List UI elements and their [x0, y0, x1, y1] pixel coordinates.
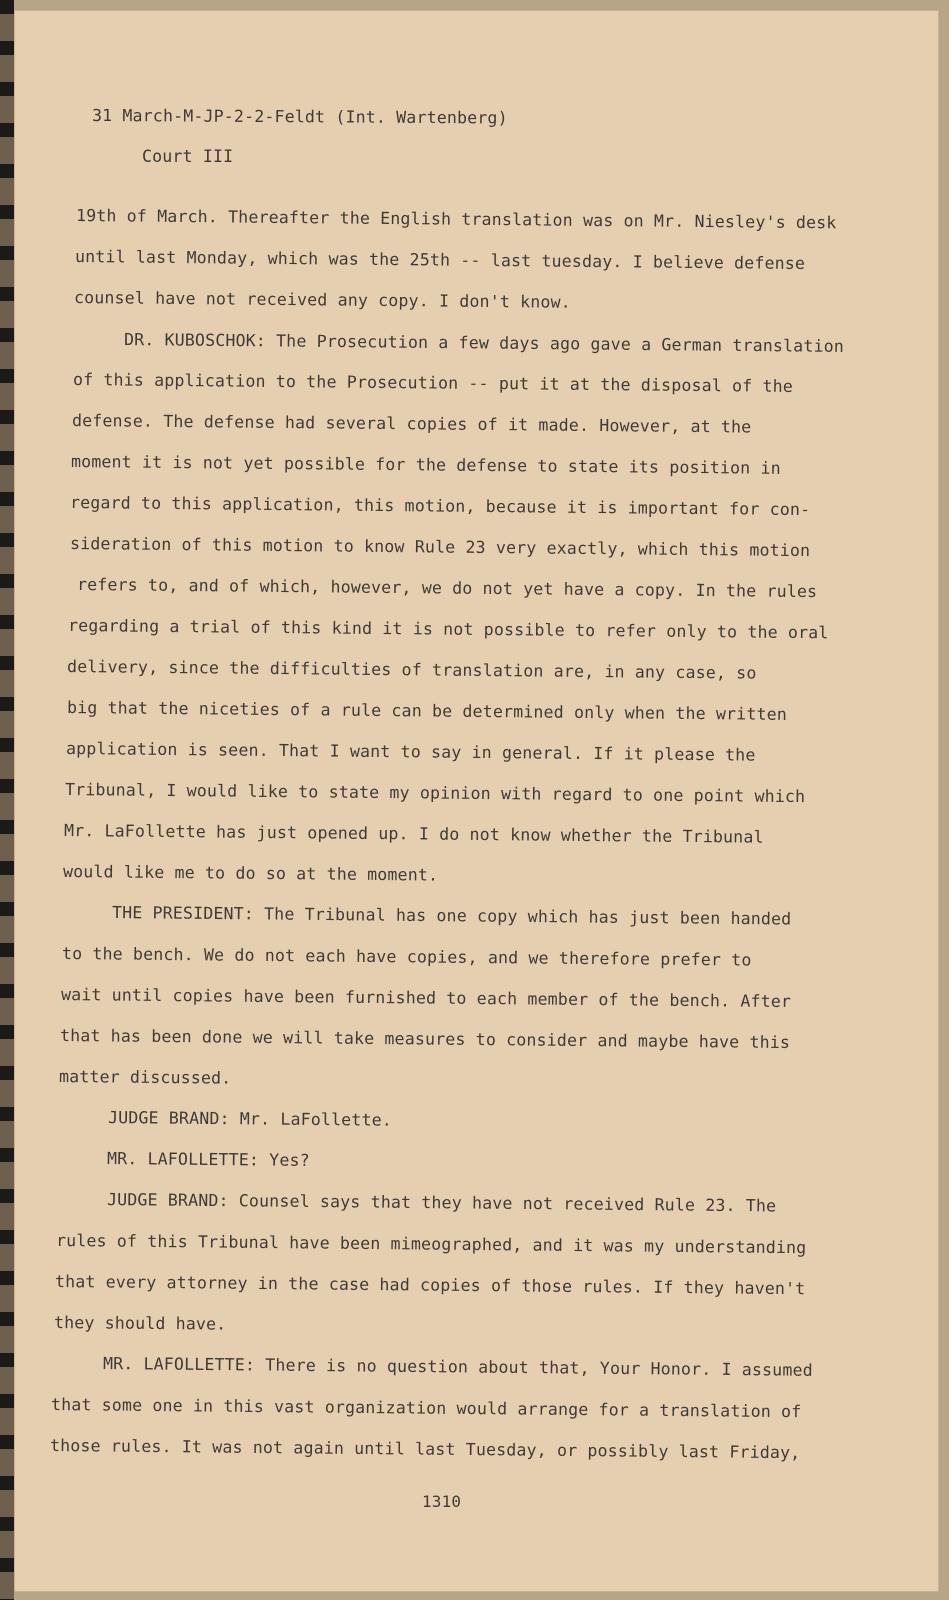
- body-line: 19th of March. Thereafter the English translation was on Mr. Niesley's desk: [75, 206, 837, 233]
- body-line: Mr. LaFollette has just opened up. I do not know whether the Tribunal: [63, 821, 764, 847]
- body-line: that has been done we will take measures to consider and maybe have this: [59, 1026, 791, 1053]
- header-line-2: Court III: [142, 147, 234, 166]
- body-line: MR. LAFOLLETTE: Yes?: [106, 1149, 310, 1170]
- body-line: until last Monday, which was the 25th -- last tuesday. I believe defense: [74, 247, 806, 274]
- body-line: to the bench. We do not each have copies, and we therefore prefer to: [61, 944, 752, 970]
- body-line: sideration of this motion to know Rule 23 very exactly, which this motion: [69, 534, 811, 561]
- body-line: JUDGE BRAND: Counsel says that they have not received Rule 23. The: [106, 1190, 777, 1216]
- body-line: counsel have not received any copy. I don't know.: [73, 288, 571, 312]
- body-line: regarding a trial of this kind it is not possible to refer only to the oral: [67, 616, 829, 643]
- body-line: would like me to do so at the moment.: [62, 862, 439, 885]
- body-line: that some one in this vast organization would arrange for a translation of: [50, 1395, 802, 1422]
- body-line: refers to, and of which, however, we do not yet have a copy. In the rules: [76, 575, 818, 602]
- body-line: THE PRESIDENT: The Tribunal has one copy which has just been handed: [111, 903, 792, 929]
- body-line: that every attorney in the case had copies of those rules. If they haven't: [54, 1272, 806, 1299]
- body-line: moment it is not yet possible for the defense to state its position in: [70, 452, 781, 478]
- body-line: of this application to the Prosecution -- put it at the disposal of the: [72, 370, 794, 396]
- page-number: 1310: [422, 1492, 462, 1511]
- document-page: [14, 10, 939, 1592]
- binding-strip: [0, 0, 14, 1600]
- body-line: regard to this application, this motion, because it is important for con-: [69, 493, 811, 520]
- body-line: DR. KUBOSCHOK: The Prosecution a few days ago gave a German translation: [123, 330, 845, 356]
- body-line: application is seen. That I want to say in general. If it please the: [65, 739, 756, 765]
- body-line: matter discussed.: [58, 1067, 232, 1088]
- body-line: delivery, since the difficulties of translation are, in any case, so: [66, 657, 757, 683]
- body-line: those rules. It was not again until last Tuesday, or possibly last Friday,: [49, 1436, 801, 1463]
- body-line: JUDGE BRAND: Mr. LaFollette.: [107, 1108, 393, 1130]
- body-line: rules of this Tribunal have been mimeographed, and it was my understanding: [55, 1231, 807, 1258]
- body-line: Tribunal, I would like to state my opinion with regard to one point which: [64, 780, 806, 807]
- body-line: wait until copies have been furnished to each member of the bench. After: [60, 985, 792, 1012]
- body-line: MR. LAFOLLETTE: There is no question about that, Your Honor. I assumed: [102, 1354, 813, 1380]
- body-line: defense. The defense had several copies of it made. However, at the: [71, 411, 752, 437]
- header-line-1: 31 March-M-JP-2-2-Feldt (Int. Wartenberg): [91, 106, 508, 128]
- body-line: they should have.: [53, 1313, 227, 1334]
- body-line: big that the niceties of a rule can be determined only when the written: [66, 698, 788, 724]
